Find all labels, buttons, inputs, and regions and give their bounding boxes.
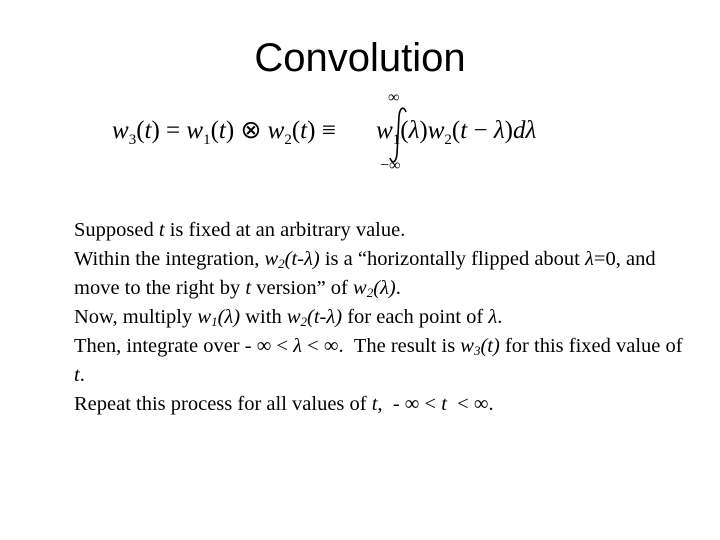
convolution-equation bbox=[112, 90, 632, 180]
body-line-1: Supposed t is fixed at an arbitrary value. bbox=[74, 219, 406, 241]
body-line-3: Now, multiply $w_1(\lambda)$ with $w_2(t-\lambda)$ for each point of λ. bbox=[74, 306, 503, 329]
equation-expression: $w_3(t) = w_1(t)$ ⊗ $w_2(t) \equiv w_1(\lambda)w_2(t - \lambda)d\lambda$ bbox=[112, 117, 537, 148]
slide-body bbox=[74, 216, 694, 419]
body-line-2: Within the integration, $w_2(t-\lambda)$ is a “horizontally flipped about λ=0, and move to the right by t version” of $w_2(\lambda)$. bbox=[74, 248, 656, 300]
slide-title: Convolution bbox=[254, 36, 466, 80]
integral-upper-limit: ∞ bbox=[388, 89, 400, 106]
body-line-4: Then, integrate over - ∞ < λ < ∞. The result is $w_3(t)$ for this fixed value of t. bbox=[74, 335, 683, 386]
body-line-5: Repeat this process for all values of t, - ∞ < t < ∞. bbox=[74, 393, 494, 415]
integral-lower-limit: −∞ bbox=[380, 157, 401, 174]
